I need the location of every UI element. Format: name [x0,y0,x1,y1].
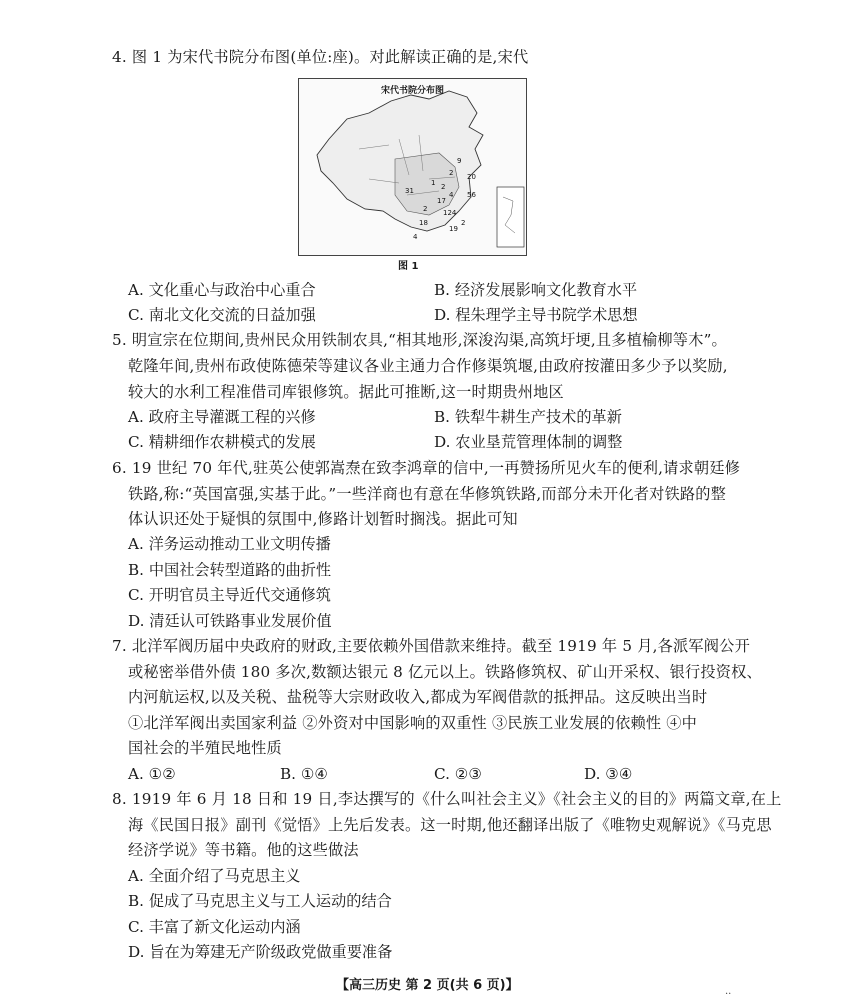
q7-option-b: B. ①④ [280,765,329,783]
q5-option-b: B. 铁犁牛耕生产技术的革新 [434,408,622,426]
q4-stem: 4. 图 1 为宋代书院分布图(单位:座)。对此解读正确的是,宋代 [112,48,529,66]
map-number: 124 [443,209,457,217]
q8-option-d: D. 旨在为筹建无产阶级政党做重要准备 [128,943,393,961]
q5-stem-line: 乾隆年间,贵州布政使陈德荣等建议各业主通力合作修渠筑堰,由政府按灌田多少予以奖励, [128,357,728,375]
q5-stem-line: 5. 明宣宗在位期间,贵州民众用铁制农具,“相其地形,深浚沟渠,高筑圩埂,且多植榆柳等木”。 [112,331,727,349]
figure-caption: 图 1 [398,261,419,272]
q7-option-a: A. ①② [128,765,176,783]
q7-option-d: D. ③④ [584,765,633,783]
map-title: 宋代书院分布图 [380,86,444,96]
map-number: 9 [457,157,462,165]
map-number: 4 [449,191,454,199]
map-number: 19 [449,225,458,233]
q6-stem-line: 6. 19 世纪 70 年代,驻英公使郭嵩焘在致李鸿章的信中,一再赞扬所见火车的便利,请求朝廷修 [112,459,741,477]
q4-option-c: C. 南北文化交流的日益加强 [128,306,316,324]
q8-option-a: A. 全面介绍了马克思主义 [128,867,301,885]
q8-stem-line: 8. 1919 年 6 月 18 日和 19 日,李达撰写的《什么叫社会主义》《社会主义的目的》两篇文章,在上 [112,790,782,808]
map-number: 20 [467,173,476,181]
q5-option-d: D. 农业垦荒管理体制的调整 [434,433,623,451]
q7-statements-line: ①北洋军阀出卖国家利益 ②外资对中国影响的双重性 ③民族工业发展的依赖性 ④中 [128,714,698,732]
map-number: 18 [419,219,428,227]
map-number: 17 [437,197,446,205]
q7-stem-line: 内河航运权,以及关税、盐税等大宗财政收入,都成为军阀借款的抵押品。这反映出当时 [128,688,708,706]
q5-stem-line: 较大的水利工程准借司库银修筑。据此可推断,这一时期贵州地区 [128,383,564,401]
song-academy-map [298,78,527,256]
map-number: 2 [449,169,454,177]
map-number: 1 [431,179,436,187]
q7-stem-line: 7. 北洋军阀历届中央政府的财政,主要依赖外国借款来维持。截至 1919 年 5 月,各派军阀公开 [112,637,750,655]
q5-option-c: C. 精耕细作农耕模式的发展 [128,433,316,451]
q4-option-d: D. 程朱理学主导书院学术思想 [434,306,638,324]
q7-statements-line: 国社会的半殖民地性质 [128,739,282,757]
q6-option-b: B. 中国社会转型道路的曲折性 [128,561,332,579]
map-number: 4 [413,233,418,241]
q8-option-b: B. 促成了马克思主义与工人运动的结合 [128,892,392,910]
q6-option-c: C. 开明官员主导近代交通修筑 [128,586,331,604]
q4-option-b: B. 经济发展影响文化教育水平 [434,281,638,299]
q7-option-c: C. ②③ [434,765,482,783]
q6-stem-line: 体认识还处于疑惧的氛围中,修路计划暂时搁浅。据此可知 [128,510,518,528]
q6-option-a: A. 洋务运动推动工业文明传播 [128,535,331,553]
q4-option-a: A. 文化重心与政治中心重合 [128,281,316,299]
map-number: 31 [405,187,414,195]
map-number: 2 [441,183,446,191]
map-number: 2 [423,205,428,213]
q8-stem-line: 经济学说》等书籍。他的这些做法 [128,841,359,859]
q6-stem-line: 铁路,称:“英国富强,实基于此。”一些洋商也有意在华修筑铁路,而部分未开化者对铁路的整 [128,485,727,503]
q5-option-a: A. 政府主导灌溉工程的兴修 [128,408,316,426]
q8-option-c: C. 丰富了新文化运动内涵 [128,918,301,936]
q6-option-d: D. 清廷认可铁路事业发展价值 [128,612,332,630]
q8-stem-line: 海《民国日报》副刊《觉悟》上先后发表。这一时期,他还翻译出版了《唯物史观解说》《马克思 [128,816,772,834]
map-number: 2 [461,219,466,227]
q7-stem-line: 或秘密举借外债 180 多次,数额达银元 8 亿元以上。铁路修筑权、矿山开采权、银行投资权、 [128,663,762,681]
china-map-outline [299,79,526,255]
map-number: 56 [467,191,476,199]
corner-mark: .. [725,986,732,997]
page-footer: 【高三历史 第 2 页(共 6 页)】 [336,978,519,993]
